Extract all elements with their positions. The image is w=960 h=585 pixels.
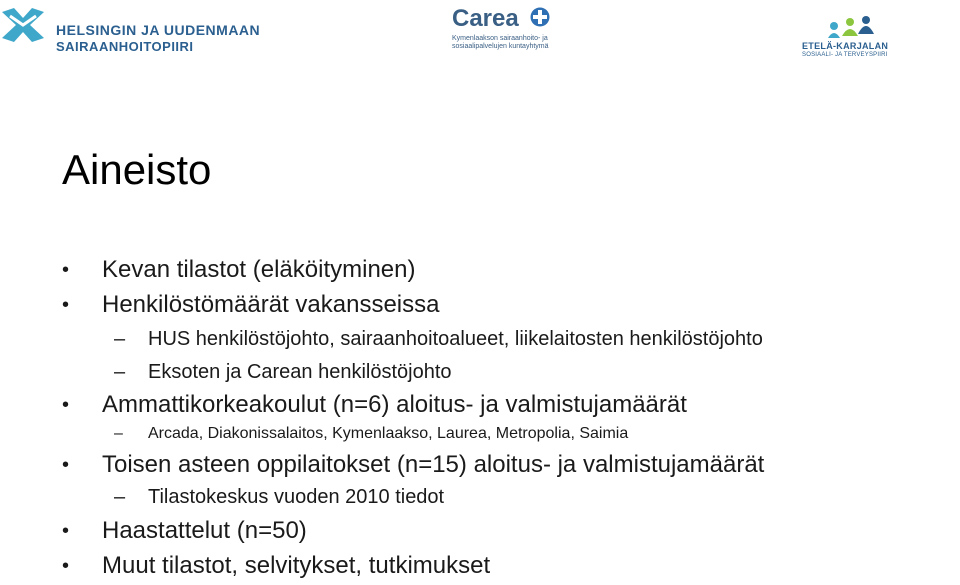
bullet-text: Kevan tilastot (eläköityminen)	[102, 256, 416, 283]
carea-wordmark: Carea	[452, 5, 519, 32]
bullet-dot-icon: •	[62, 555, 70, 577]
carea-logo	[450, 4, 560, 54]
bullet-item	[62, 517, 307, 545]
sub-bullet-item	[114, 360, 452, 384]
hus-logo-line1: HELSINGIN JA UUDENMAAN	[56, 22, 261, 38]
carea-subtitle-line1: Kymenlaakson sairaanhoito- ja	[452, 35, 548, 42]
bullet-text: Haastattelut (n=50)	[102, 517, 307, 544]
bullet-item	[62, 291, 440, 319]
bullet-item	[62, 391, 687, 419]
sub-bullet-text: Arcada, Diakonissalaitos, Kymenlaakso, Laurea, Metropolia, Saimia	[148, 425, 629, 442]
bullet-dot-icon: •	[62, 394, 70, 416]
sub-bullet-item	[114, 424, 629, 444]
bullet-text: Toisen asteen oppilaitokset (n=15) aloitus- ja valmistujamäärät	[102, 451, 765, 478]
sub-bullet-text: Eksoten ja Carean henkilöstöjohto	[148, 361, 452, 383]
sub-bullet-text: Tilastokeskus vuoden 2010 tiedot	[148, 486, 445, 508]
sub-bullet-text: HUS henkilöstöjohto, sairaanhoitoalueet, liikelaitosten henkilöstöjohto	[148, 328, 763, 350]
ek-figures-icon	[822, 14, 882, 40]
slide-title: Aineisto	[62, 146, 212, 193]
carea-subtitle	[452, 35, 549, 51]
ek-logo-line1: ETELÄ-KARJALAN	[802, 41, 889, 51]
bullet-item	[62, 451, 765, 479]
bullet-text: Muut tilastot, selvitykset, tutkimukset	[102, 552, 491, 579]
dash-icon: –	[114, 361, 126, 383]
sub-bullet-item	[114, 485, 445, 509]
bullet-item	[62, 256, 416, 284]
hus-logo	[0, 4, 270, 56]
ek-logo-line2: SOSIAALI- JA TERVEYSPIIRI	[802, 52, 888, 58]
bullet-dot-icon: •	[62, 454, 70, 476]
sub-bullet-item	[114, 327, 763, 351]
dash-icon: –	[114, 328, 126, 350]
hus-cross-mark-icon	[0, 8, 46, 42]
carea-subtitle-line2: sosiaalipalvelujen kuntayhtymä	[452, 43, 549, 50]
carea-cross-icon	[530, 7, 550, 27]
dash-icon: –	[114, 486, 126, 508]
etela-karjala-logo	[800, 14, 910, 58]
hus-logo-line2: SAIRAANHOITOPIIRI	[56, 39, 194, 54]
bullet-text: Henkilöstömäärät vakansseissa	[102, 291, 440, 318]
bullet-item	[62, 552, 491, 580]
bullet-dot-icon: •	[62, 294, 70, 316]
dash-icon: –	[114, 425, 123, 442]
bullet-text: Ammattikorkeakoulut (n=6) aloitus- ja valmistujamäärät	[102, 391, 687, 418]
bullet-dot-icon: •	[62, 520, 70, 542]
bullet-dot-icon: •	[62, 259, 70, 281]
